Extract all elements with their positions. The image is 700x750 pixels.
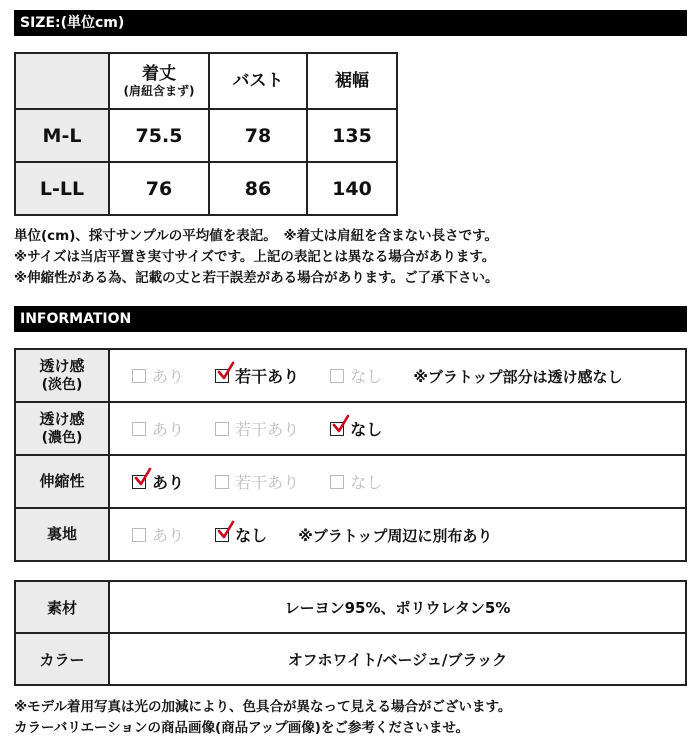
info-options xyxy=(109,455,686,508)
checkbox-checked-icon xyxy=(330,422,344,436)
checkbox-checked-icon xyxy=(132,475,146,489)
info-options xyxy=(109,508,686,561)
info-options xyxy=(109,349,686,402)
option-unchecked: あり xyxy=(132,417,184,440)
option-checked: なし xyxy=(215,523,267,546)
checkbox-checked-icon xyxy=(215,369,229,383)
hem-value: 135 xyxy=(307,109,397,162)
hem-header: 裾幅 xyxy=(307,53,397,109)
material-label: 素材 xyxy=(15,581,109,633)
table-row xyxy=(15,633,686,685)
length-header xyxy=(109,53,209,109)
table-row xyxy=(15,349,686,402)
info-label: 伸縮性 xyxy=(15,455,109,508)
info-label: 裏地 xyxy=(15,508,109,561)
table-row xyxy=(15,455,686,508)
checkbox-icon xyxy=(132,369,146,383)
info-remark: ※ブラトップ部分は透け感なし xyxy=(413,368,623,386)
info-label: 透け感 (淡色) xyxy=(15,349,109,402)
bust-value: 78 xyxy=(209,109,307,162)
info-label: 透け感 (濃色) xyxy=(15,402,109,455)
option-unchecked: 若干あり xyxy=(215,470,299,493)
info-remark: ※ブラトップ周辺に別布あり xyxy=(298,527,493,545)
size-table xyxy=(14,52,398,216)
checkbox-icon xyxy=(132,422,146,436)
checkbox-icon xyxy=(215,422,229,436)
checkbox-checked-icon xyxy=(215,528,229,542)
option-unchecked: 若干あり xyxy=(215,417,299,440)
color-value: オフホワイト/ベージュ/ブラック xyxy=(109,633,686,685)
checkbox-icon xyxy=(330,475,344,489)
size-note: ※サイズは当店平置き実寸サイズです。上記の表記とは異なる場合があります。 xyxy=(14,249,496,265)
material-value: レーヨン95%、ポリウレタン5% xyxy=(109,581,686,633)
info-options xyxy=(109,402,686,455)
information-table xyxy=(14,348,687,562)
footer-note: カラーバリエーションの商品画像(商品アップ画像)をご参考くださいませ。 xyxy=(14,720,470,736)
table-row xyxy=(15,162,397,215)
table-row xyxy=(15,402,686,455)
hem-value: 140 xyxy=(307,162,397,215)
length-header-title: 着丈 xyxy=(142,64,176,84)
option-checked: あり xyxy=(132,470,184,493)
checkbox-icon xyxy=(215,475,229,489)
option-unchecked: なし xyxy=(330,364,382,387)
length-value: 75.5 xyxy=(109,109,209,162)
color-label: カラー xyxy=(15,633,109,685)
option-unchecked: なし xyxy=(330,470,382,493)
option-checked: なし xyxy=(330,417,382,440)
information-section-header: INFORMATION xyxy=(14,306,687,332)
length-header-sub: (肩紐含まず) xyxy=(123,84,195,98)
bust-header: バスト xyxy=(209,53,307,109)
size-note: ※伸縮性がある為、記載の丈と若干誤差がある場合があります。ご了承下さい。 xyxy=(14,270,499,286)
checkbox-icon xyxy=(330,369,344,383)
size-section-header: SIZE:(単位cm) xyxy=(14,10,687,36)
size-label: L-LL xyxy=(15,162,109,215)
option-checked: 若干あり xyxy=(215,364,299,387)
option-unchecked: あり xyxy=(132,523,184,546)
table-row xyxy=(15,508,686,561)
option-unchecked: あり xyxy=(132,364,184,387)
checkbox-icon xyxy=(132,528,146,542)
size-table-corner xyxy=(15,53,109,109)
length-value: 76 xyxy=(109,162,209,215)
footer-note: ※モデル着用写真は光の加減により、色具合が異なって見える場合がございます。 xyxy=(14,699,512,715)
size-label: M-L xyxy=(15,109,109,162)
table-row xyxy=(15,109,397,162)
bust-value: 86 xyxy=(209,162,307,215)
table-row xyxy=(15,581,686,633)
size-note: 単位(cm)、採寸サンプルの平均値を表記。 ※着丈は肩紐を含まない長さです。 xyxy=(14,228,498,244)
material-table xyxy=(14,580,687,686)
